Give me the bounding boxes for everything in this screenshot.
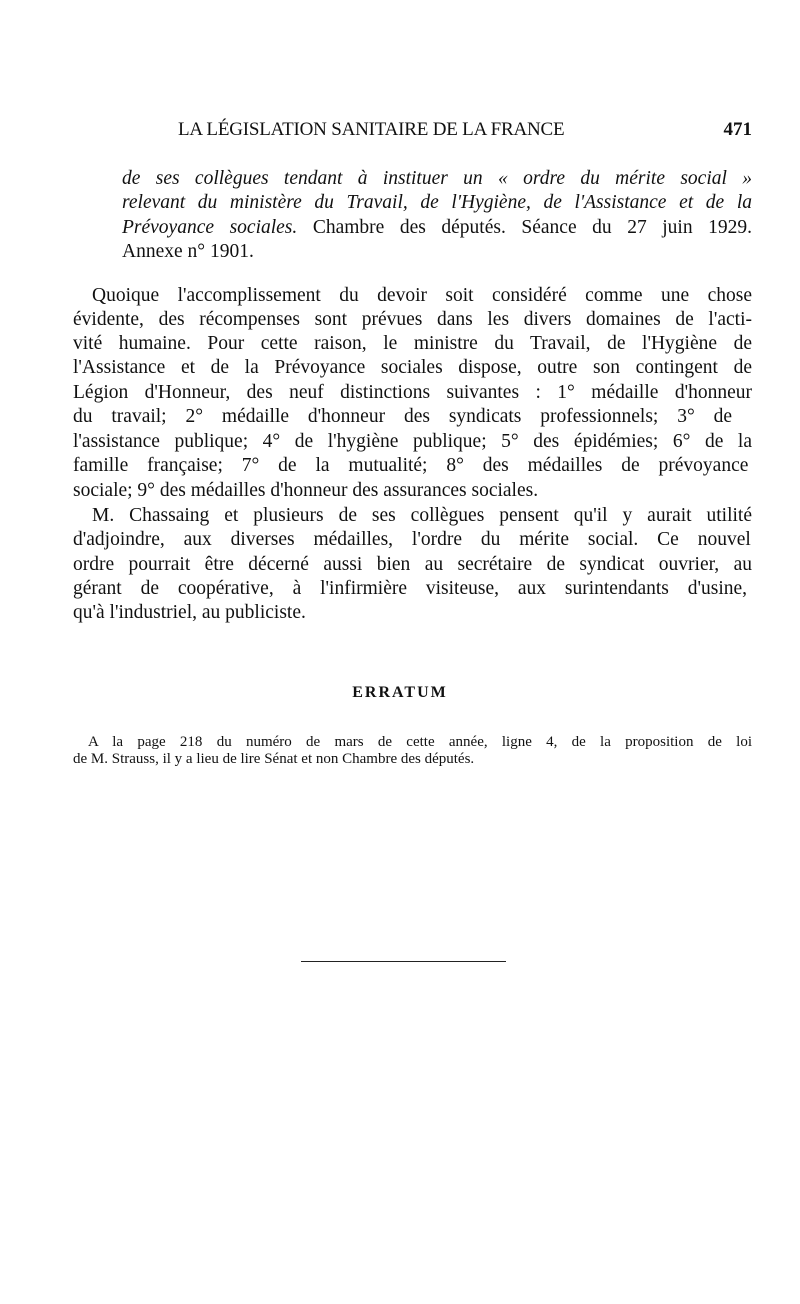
paragraph-line: Légion d'Honneur, des neuf distinctions suivantes : 1° médaille d'honneur [73,382,752,403]
paragraph-line: sociale; 9° des médailles d'honneur des assurances sociales. [73,480,539,501]
paragraph-line: vité humaine. Pour cette raison, le ministre du Travail, de l'Hygiène de [73,333,752,354]
paragraph-line: ordre pourrait être décerné aussi bien au secrétaire de syndicat ouvrier, au [73,554,752,575]
page-number: 471 [723,119,752,140]
paragraph-line: l'Assistance et de la Prévoyance sociales dispose, outre son contingent de [73,357,752,378]
paragraph-line: qu'à l'industriel, au publiciste. [73,602,306,623]
reference-line: Annexe n° 1901. [122,241,254,262]
running-title: LA LÉGISLATION SANITAIRE DE LA FRANCE [178,119,565,140]
paragraph-line: gérant de coopérative, à l'infirmière visiteuse, aux surintendants d'usine, [73,578,748,599]
paragraph-line: M. Chassaing et plusieurs de ses collègues pensent qu'il y aurait utilité [92,505,752,526]
erratum-heading: ERRATUM [352,684,448,701]
reference-line: relevant du ministère du Travail, de l'Hygiène, de l'Assistance et de la [122,192,752,213]
reference-italic-text: Prévoyance sociales. [122,217,298,238]
paragraph-line: d'adjoindre, aux diverses médailles, l'ordre du mérite social. Ce nouvel [73,529,751,550]
paragraph-line: Quoique l'accomplissement du devoir soit considéré comme une chose [92,285,752,306]
paragraph-line: du travail; 2° médaille d'honneur des syndicats professionnels; 3° de [73,406,733,427]
erratum-line: A la page 218 du numéro de mars de cette année, ligne 4, de la proposition de loi [88,734,752,750]
paragraph-line: famille française; 7° de la mutualité; 8° des médailles de prévoyance [73,455,749,476]
reference-roman-text: Chambre des députés. Séance du 27 juin 1929. [297,217,752,238]
erratum-line: de M. Strauss, il y a lieu de lire Sénat et non Chambre des députés. [73,751,475,767]
closing-rule [301,961,506,962]
reference-line: de ses collègues tendant à instituer un « ordre du mérite social » [122,168,752,189]
paragraph-line: évidente, des récompenses sont prévues dans les divers domaines de l'acti- [73,309,752,330]
paragraph-line: l'assistance publique; 4° de l'hygiène publique; 5° des épidémies; 6° de la [73,431,752,452]
running-head [120,119,754,145]
reference-line [122,216,752,240]
